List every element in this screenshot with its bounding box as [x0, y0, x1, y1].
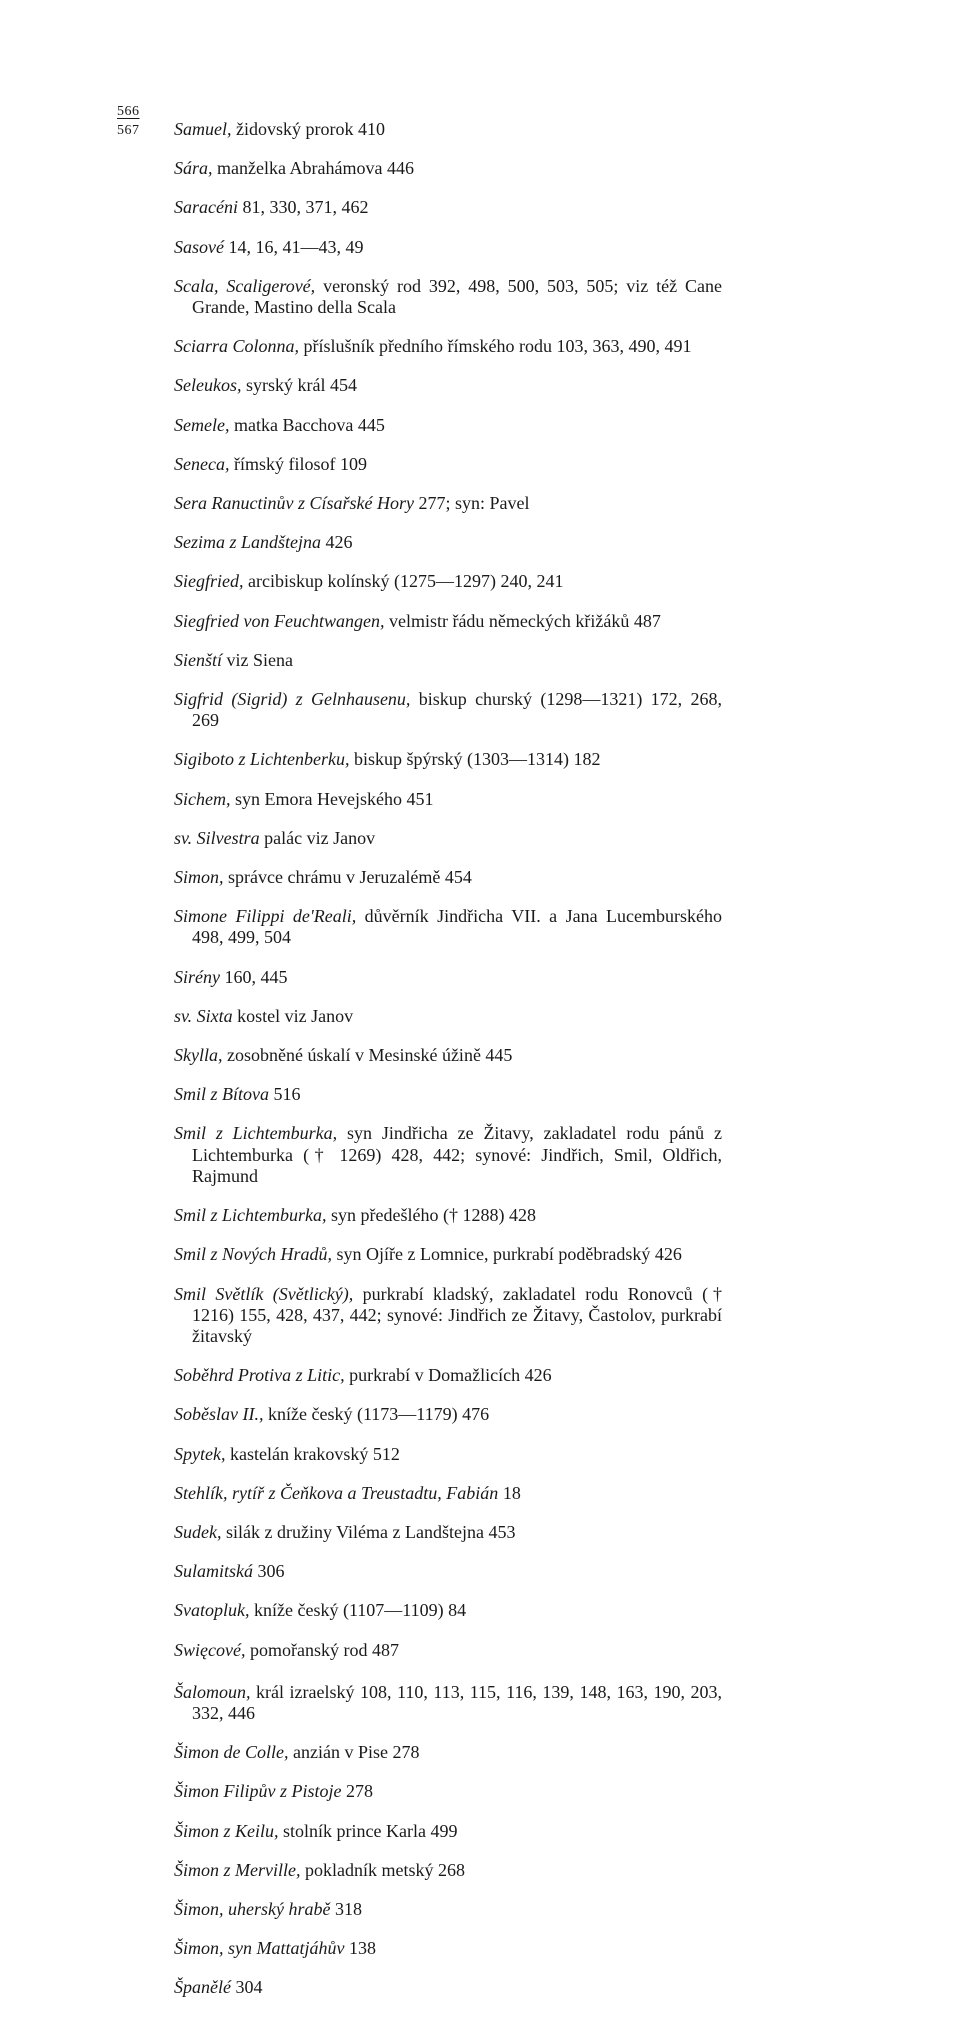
index-entry: [174, 1742, 722, 1763]
index-entry: [174, 532, 722, 553]
entry-details: 138: [344, 1938, 376, 1959]
name-index: [174, 101, 722, 2017]
entry-details: 304: [230, 1977, 263, 1998]
entry-details: anzián v Pise 278: [288, 1742, 420, 1763]
entry-details: purkrabí kladský, zakladatel rodu Ronovců († 1216) 155, 428, 437, 442; synové: Jindřich ze Žitavy, Častolov, purkrabí žitavský: [192, 1283, 722, 1346]
entry-name: Seneca,: [174, 453, 230, 474]
entry-name: Sigiboto z Lichtenberku,: [174, 749, 350, 770]
page-numbers: [117, 101, 140, 142]
entry-details: důvěrník Jindřicha VII. a Jana Lucemburského 498, 499, 504: [192, 906, 722, 948]
index-entry: [174, 1404, 722, 1425]
entry-name: Simone Filippi de'Reali,: [174, 906, 357, 927]
entry-name: sv. Sixta: [174, 1005, 233, 1026]
entry-name: Šimon Filipův z Pistoje: [174, 1781, 342, 1802]
entry-name: Sulamitská: [174, 1561, 253, 1582]
entry-details: 14, 16, 41—43, 49: [223, 236, 364, 257]
entry-details: kníže český (1107—1109) 84: [249, 1600, 467, 1621]
entry-details: palác viz Janov: [259, 827, 376, 848]
entry-name: Soběslav II.,: [174, 1404, 264, 1425]
entry-details: 277; syn: Pavel: [413, 493, 530, 514]
entry-name: Šimon z Merville,: [174, 1859, 301, 1880]
index-entry: [174, 1205, 722, 1226]
index-entry: [174, 415, 722, 436]
entry-details: stolník prince Karla 499: [278, 1820, 458, 1841]
index-entry: [174, 1682, 722, 1724]
index-entry: [174, 119, 722, 140]
index-entry: [174, 611, 722, 632]
entry-name: Šalomoun,: [174, 1681, 251, 1702]
index-entry: [174, 906, 722, 948]
index-entry: [174, 1006, 722, 1027]
entry-name: Šimon, uherský hrabě: [174, 1898, 331, 1919]
entry-name: Sichem,: [174, 788, 231, 809]
entry-name: sv. Silvestra: [174, 827, 260, 848]
index-entry: [174, 1781, 722, 1802]
index-entry: [174, 493, 722, 514]
index-entry: [174, 571, 722, 592]
entry-details: 81, 330, 371, 462: [237, 197, 369, 218]
entry-name: Saracéni: [174, 197, 238, 218]
index-group-s: [174, 119, 722, 1661]
entry-name: Smil Světlík (Světlický),: [174, 1283, 354, 1304]
entry-name: Siegfried,: [174, 571, 244, 592]
entry-details: silák z družiny Viléma z Landštejna 453: [221, 1521, 516, 1542]
index-entry: [174, 1123, 722, 1187]
index-entry: [174, 1244, 722, 1265]
page-number-left: 566: [117, 104, 140, 119]
entry-details: manželka Abrahámova 446: [212, 158, 414, 179]
index-entry: [174, 1899, 722, 1920]
entry-details: syrský král 454: [241, 375, 357, 396]
entry-name: Šimon, syn Mattatjáhův: [174, 1938, 345, 1959]
entry-name: Sirény: [174, 966, 220, 987]
entry-name: Sasové: [174, 236, 224, 257]
entry-details: biskup špýrský (1303—1314) 182: [349, 749, 601, 770]
entry-name: Sudek,: [174, 1521, 222, 1542]
entry-details: 318: [330, 1898, 362, 1919]
index-entry: [174, 1045, 722, 1066]
index-entry: [174, 1640, 722, 1661]
index-group-sh: [174, 1682, 722, 1999]
entry-name: Semele,: [174, 414, 230, 435]
index-entry: [174, 375, 722, 396]
entry-name: Stehlík, rytíř z Čeňkova a Treustadtu, Fabián: [174, 1482, 499, 1503]
entry-details: král izraelský 108, 110, 113, 115, 116, 139, 148, 163, 190, 203, 332, 446: [192, 1681, 722, 1723]
entry-name: Sezima z Landštejna: [174, 532, 322, 553]
index-entry: [174, 1938, 722, 1959]
index-entry: [174, 454, 722, 475]
index-entry: [174, 1977, 722, 1998]
index-entry: [174, 1444, 722, 1465]
entry-name: Španělé: [174, 1977, 231, 1998]
entry-details: purkrabí v Domažlicích 426: [344, 1365, 552, 1386]
entry-details: syn Ojíře z Lomnice, purkrabí poděbradský 426: [331, 1244, 682, 1265]
entry-details: 516: [269, 1084, 301, 1105]
entry-name: Sára,: [174, 158, 213, 179]
entry-details: syn Jindřicha ze Žitavy, zakladatel rodu pánů z Lichtemburka († 1269) 428, 442; synové: Jindřich, Smil, Oldřich, Rajmund: [192, 1123, 722, 1186]
entry-name: Smil z Lichtemburka,: [174, 1123, 338, 1144]
index-entry: [174, 1483, 722, 1504]
index-entry: [174, 689, 722, 731]
entry-details: zosobněné úskalí v Mesinské úžině 445: [222, 1045, 513, 1066]
entry-details: matka Bacchova 445: [229, 414, 385, 435]
entry-details: velmistr řádu německých křižáků 487: [384, 610, 661, 631]
entry-details: kníže český (1173—1179) 476: [263, 1404, 490, 1425]
entry-details: kostel viz Janov: [232, 1005, 354, 1026]
entry-details: 278: [341, 1781, 373, 1802]
index-entry: [174, 828, 722, 849]
index-entry: [174, 1860, 722, 1881]
entry-name: Soběhrd Protiva z Litic,: [174, 1365, 345, 1386]
entry-details: židovský prorok 410: [231, 119, 385, 139]
entry-details: 306: [253, 1561, 285, 1582]
entry-name: Šimon z Keilu,: [174, 1820, 279, 1841]
entry-details: arcibiskup kolínský (1275—1297) 240, 241: [243, 571, 564, 592]
entry-details: 426: [321, 532, 353, 553]
index-entry: [174, 650, 722, 671]
index-entry: [174, 197, 722, 218]
entry-name: Smil z Bítova: [174, 1084, 269, 1105]
index-entry: [174, 1600, 722, 1621]
entry-details: příslušník předního římského rodu 103, 363, 490, 491: [299, 336, 692, 357]
entry-name: Sienští: [174, 649, 222, 670]
entry-name: Sciarra Colonna,: [174, 336, 300, 357]
entry-name: Skylla,: [174, 1045, 223, 1066]
index-entry: [174, 1522, 722, 1543]
index-entry: [174, 867, 722, 888]
entry-name: Seleukos,: [174, 375, 242, 396]
index-entry: [174, 276, 722, 318]
entry-details: římský filosof 109: [229, 453, 367, 474]
entry-name: Spytek,: [174, 1443, 226, 1464]
entry-details: biskup churský (1298—1321) 172, 268, 269: [192, 689, 722, 731]
entry-details: veronský rod 392, 498, 500, 503, 505; viz též Cane Grande, Mastino della Scala: [192, 275, 723, 318]
entry-details: viz Siena: [222, 649, 293, 670]
entry-name: Smil z Lichtemburka,: [174, 1205, 327, 1226]
index-entry: [174, 158, 722, 179]
entry-name: Scala, Scaligerové,: [174, 275, 316, 296]
index-entry: [174, 1284, 722, 1348]
index-entry: [174, 749, 722, 770]
entry-name: Sigfrid (Sigrid) z Gelnhausenu,: [174, 689, 411, 710]
entry-name: Samuel,: [174, 119, 232, 139]
index-entry: [174, 1561, 722, 1582]
entry-name: Swięcové,: [174, 1639, 246, 1660]
index-entry: [174, 967, 722, 988]
index-entry: [174, 1821, 722, 1842]
entry-details: kastelán krakovský 512: [225, 1443, 400, 1464]
entry-details: syn Emora Hevejského 451: [230, 788, 434, 809]
entry-name: Šimon de Colle,: [174, 1742, 289, 1763]
index-entry: [174, 1365, 722, 1386]
entry-name: Smil z Nových Hradů,: [174, 1244, 332, 1265]
entry-name: Siegfried von Feuchtwangen,: [174, 610, 385, 631]
entry-name: Svatopluk,: [174, 1600, 250, 1621]
entry-details: syn předešlého († 1288) 428: [326, 1205, 536, 1226]
entry-details: pomořanský rod 487: [245, 1639, 399, 1660]
index-entry: [174, 237, 722, 258]
entry-details: pokladník metský 268: [300, 1859, 465, 1880]
index-entry: [174, 789, 722, 810]
entry-name: Sera Ranuctinův z Císařské Hory: [174, 493, 414, 514]
page-number-right: 567: [117, 123, 140, 138]
entry-details: 160, 445: [219, 966, 288, 987]
entry-name: Simon,: [174, 867, 224, 888]
entry-details: 18: [498, 1482, 521, 1503]
entry-details: správce chrámu v Jeruzalémě 454: [223, 867, 472, 888]
index-entry: [174, 336, 722, 357]
index-entry: [174, 1084, 722, 1105]
